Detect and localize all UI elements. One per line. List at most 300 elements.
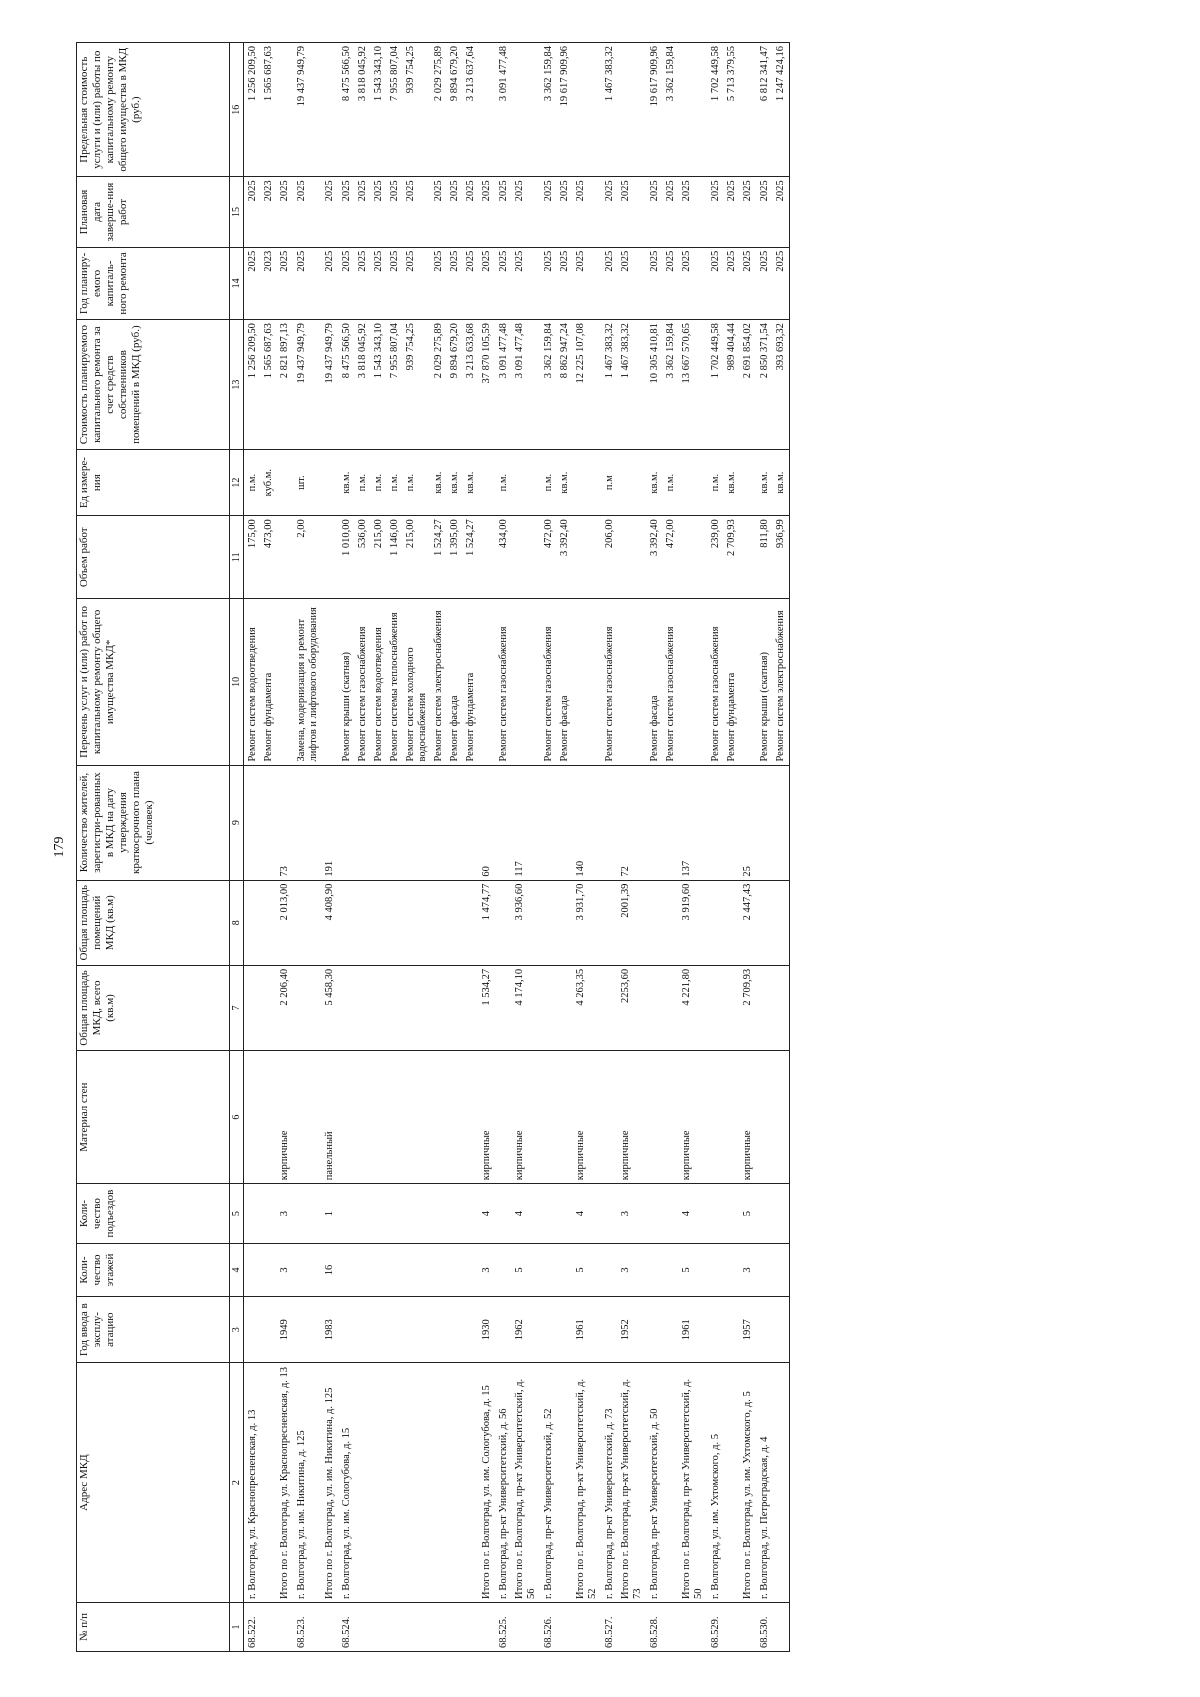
repair-year-cell: 2025 [740,247,756,319]
residents-cell [601,765,618,880]
wall-material-cell [724,1051,740,1184]
table-row [773,43,790,1652]
floors-cell: 5 [573,1243,601,1296]
work-type-cell: Ремонт систем газоснабжения [540,599,557,765]
floors-cell [773,1243,790,1296]
total-area-cell [371,965,387,1050]
limit-cost-cell [277,43,293,177]
completion-date-cell: 2025 [512,177,540,247]
column-header: Количество жителей, зарегистри-рованных в МКД на дату утверждения краткосрочного плана (человек) [77,765,230,880]
total-area-cell [724,965,740,1050]
year-cell [707,1297,724,1363]
floors-cell [403,1243,431,1296]
work-type-cell: Ремонт фундамента [261,599,277,765]
unit-cell: кв.м. [773,450,790,516]
table-row [403,43,431,1652]
volume-cell: 2,00 [293,516,322,599]
unit-cell: п.м. [371,450,387,516]
year-cell [557,1297,573,1363]
repair-year-cell: 2025 [540,247,557,319]
entrances-cell: 5 [740,1184,756,1244]
unit-cell [322,450,338,516]
repair-year-cell: 2023 [261,247,277,319]
residents-cell: 60 [479,765,495,880]
repair-year-cell: 2025 [463,247,479,319]
column-header: Год планиру-емого капиталь-ного ремонта [77,247,230,319]
address-cell [387,1363,403,1603]
row-number: 68.524. [338,1602,355,1651]
floors-cell [756,1243,773,1296]
year-cell [244,1297,262,1363]
wall-material-cell: кирпичные [277,1051,293,1184]
residents-cell: 191 [322,765,338,880]
address-cell [773,1363,790,1603]
column-header: Общая площадь МКД, всего (кв.м) [77,965,230,1050]
premises-area-cell: 3 931,70 [573,880,601,965]
table-row [447,43,463,1652]
residents-cell: 25 [740,765,756,880]
completion-date-cell: 2025 [540,177,557,247]
repair-year-cell: 2025 [679,247,707,319]
wall-material-cell [557,1051,573,1184]
column-number: 3 [230,1297,244,1363]
total-area-cell [557,965,573,1050]
limit-cost-cell: 3 362 159,84 [540,43,557,177]
table-row [679,43,707,1652]
completion-date-cell: 2025 [371,177,387,247]
completion-date-cell: 2025 [724,177,740,247]
column-header: Перечень услуг и (или) работ по капитальному ремонту общего имущества МКД* [77,599,230,765]
cost-cell: 19 437 949,79 [322,320,338,450]
volume-cell: 2 709,93 [724,516,740,599]
row-number [663,1602,679,1651]
address-cell: Итого по г. Волгоград, пр-кт Университетский, д. 50 [679,1363,707,1603]
residents-cell [293,765,322,880]
limit-cost-cell: 1 247 424,16 [773,43,790,177]
total-area-cell [338,965,355,1050]
cost-cell: 1 467 383,32 [618,320,646,450]
repair-year-cell: 2025 [371,247,387,319]
table-row [557,43,573,1652]
year-cell [403,1297,431,1363]
column-number: 1 [230,1602,244,1651]
entrances-cell [646,1184,663,1244]
repair-year-cell: 2025 [618,247,646,319]
year-cell [431,1297,447,1363]
unit-cell [618,450,646,516]
total-area-cell [495,965,512,1050]
address-cell [557,1363,573,1603]
repair-year-cell: 2025 [244,247,262,319]
wall-material-cell: кирпичные [573,1051,601,1184]
wall-material-cell [495,1051,512,1184]
volume-cell: 1 524,27 [463,516,479,599]
total-area-cell: 4 174,10 [512,965,540,1050]
row-number: 68.523. [293,1602,322,1651]
work-type-cell [512,599,540,765]
table-row [387,43,403,1652]
completion-date-cell: 2025 [293,177,322,247]
column-number: 7 [230,965,244,1050]
residents-cell: 140 [573,765,601,880]
work-type-cell: Ремонт фасада [557,599,573,765]
total-area-cell [244,965,262,1050]
floors-cell [371,1243,387,1296]
row-number: 68.525. [495,1602,512,1651]
cost-cell: 393 693,32 [773,320,790,450]
work-type-cell: Ремонт фундамента [724,599,740,765]
limit-cost-cell: 19 437 949,79 [293,43,322,177]
repair-plan-table [76,42,790,1652]
total-area-cell [387,965,403,1050]
total-area-cell [261,965,277,1050]
residents-cell [261,765,277,880]
entrances-cell [355,1184,371,1244]
row-number: 68.528. [646,1602,663,1651]
work-type-cell: Ремонт крыши (скатная) [338,599,355,765]
unit-cell [277,450,293,516]
cost-cell: 989 404,44 [724,320,740,450]
repair-year-cell: 2025 [663,247,679,319]
unit-cell: кв.м. [557,450,573,516]
wall-material-cell: панельный [322,1051,338,1184]
year-cell: 1949 [277,1297,293,1363]
limit-cost-cell: 1 467 383,32 [601,43,618,177]
floors-cell: 16 [322,1243,338,1296]
limit-cost-cell [322,43,338,177]
total-area-cell [431,965,447,1050]
entrances-cell [495,1184,512,1244]
residents-cell [707,765,724,880]
row-number [447,1602,463,1651]
column-number: 15 [230,177,244,247]
column-number: 5 [230,1184,244,1244]
table-row [740,43,756,1652]
column-header: Общая площадь помещений МКД (кв.м) [77,880,230,965]
address-cell: Итого по г. Волгоград, ул. им. Никитина, д. 125 [322,1363,338,1603]
entrances-cell: 4 [479,1184,495,1244]
address-cell: Итого по г. Волгоград, пр-кт Университетский, д. 56 [512,1363,540,1603]
residents-cell [646,765,663,880]
premises-area-cell [244,880,262,965]
rotated-page [50,42,1190,1652]
row-number [479,1602,495,1651]
unit-cell: п.м. [495,450,512,516]
residents-cell [463,765,479,880]
repair-year-cell: 2025 [573,247,601,319]
table-row [479,43,495,1652]
limit-cost-cell: 6 812 341,47 [756,43,773,177]
work-type-cell: Ремонт системы теплоснабжения [387,599,403,765]
premises-area-cell [338,880,355,965]
volume-cell: 3 392,40 [646,516,663,599]
premises-area-cell [447,880,463,965]
total-area-cell: 2253,60 [618,965,646,1050]
unit-cell: кв.м. [646,450,663,516]
completion-date-cell: 2025 [244,177,262,247]
cost-cell: 2 691 854,02 [740,320,756,450]
entrances-cell [431,1184,447,1244]
wall-material-cell [261,1051,277,1184]
address-cell [663,1363,679,1603]
row-number [371,1602,387,1651]
row-number [355,1602,371,1651]
entrances-cell [387,1184,403,1244]
column-number: 14 [230,247,244,319]
repair-year-cell: 2025 [387,247,403,319]
cost-cell: 37 870 105,59 [479,320,495,450]
wall-material-cell [431,1051,447,1184]
volume-cell [740,516,756,599]
entrances-cell [663,1184,679,1244]
residents-cell [387,765,403,880]
cost-cell: 3 213 633,68 [463,320,479,450]
row-number [261,1602,277,1651]
volume-cell: 472,00 [540,516,557,599]
table-row [512,43,540,1652]
residents-cell [557,765,573,880]
total-area-cell [293,965,322,1050]
row-number: 68.527. [601,1602,618,1651]
completion-date-cell: 2025 [479,177,495,247]
unit-cell: кв.м. [756,450,773,516]
row-number [679,1602,707,1651]
volume-cell: 175,00 [244,516,262,599]
limit-cost-cell: 19 617 909,96 [646,43,663,177]
limit-cost-cell: 8 475 566,50 [338,43,355,177]
column-number: 12 [230,450,244,516]
residents-cell [663,765,679,880]
repair-year-cell: 2025 [724,247,740,319]
limit-cost-cell: 3 818 045,92 [355,43,371,177]
entrances-cell [601,1184,618,1244]
wall-material-cell [447,1051,463,1184]
cost-cell: 3 091 477,48 [495,320,512,450]
address-cell [447,1363,463,1603]
address-cell: Итого по г. Волгоград, пр-кт Университетский, д. 52 [573,1363,601,1603]
residents-cell [431,765,447,880]
address-cell [463,1363,479,1603]
volume-cell [512,516,540,599]
volume-cell: 215,00 [371,516,387,599]
year-cell: 1930 [479,1297,495,1363]
premises-area-cell [540,880,557,965]
cost-cell: 9 894 679,20 [447,320,463,450]
total-area-cell [355,965,371,1050]
limit-cost-cell: 2 029 275,89 [431,43,447,177]
unit-cell: п.м [601,450,618,516]
floors-cell [387,1243,403,1296]
completion-date-cell: 2025 [646,177,663,247]
volume-cell: 1 395,00 [447,516,463,599]
year-cell [447,1297,463,1363]
residents-cell [403,765,431,880]
total-area-cell [663,965,679,1050]
table-row [355,43,371,1652]
volume-cell: 936,99 [773,516,790,599]
unit-cell: кв.м. [463,450,479,516]
residents-cell [447,765,463,880]
wall-material-cell: кирпичные [512,1051,540,1184]
floors-cell [431,1243,447,1296]
repair-year-cell: 2025 [355,247,371,319]
wall-material-cell: кирпичные [740,1051,756,1184]
entrances-cell [773,1184,790,1244]
work-type-cell: Ремонт систем холодного водоснабжения [403,599,431,765]
volume-cell: 473,00 [261,516,277,599]
residents-cell [773,765,790,880]
cost-cell: 2 821 897,13 [277,320,293,450]
entrances-cell [707,1184,724,1244]
unit-cell [740,450,756,516]
repair-year-cell: 2025 [557,247,573,319]
volume-cell [618,516,646,599]
wall-material-cell [663,1051,679,1184]
year-cell [540,1297,557,1363]
wall-material-cell [601,1051,618,1184]
floors-cell [261,1243,277,1296]
entrances-cell: 4 [512,1184,540,1244]
year-cell [756,1297,773,1363]
premises-area-cell [557,880,573,965]
table-row [618,43,646,1652]
header-row [77,43,230,1652]
premises-area-cell [773,880,790,965]
unit-cell: п.м. [707,450,724,516]
limit-cost-cell [512,43,540,177]
row-number [512,1602,540,1651]
total-area-cell: 2 709,93 [740,965,756,1050]
column-number: 2 [230,1363,244,1603]
total-area-cell [403,965,431,1050]
volume-cell: 239,00 [707,516,724,599]
year-cell: 1983 [322,1297,338,1363]
table-row [495,43,512,1652]
table-row [540,43,557,1652]
wall-material-cell [463,1051,479,1184]
completion-date-cell: 2025 [355,177,371,247]
work-type-cell: Замена, модернизация и ремонт лифтов и лифтового оборудования [293,599,322,765]
column-header: Объем работ [77,516,230,599]
total-area-cell: 5 458,30 [322,965,338,1050]
row-number [618,1602,646,1651]
address-cell: г. Волгоград, пр-кт Университетский, д. 73 [601,1363,618,1603]
row-number [724,1602,740,1651]
year-cell: 1957 [740,1297,756,1363]
row-number [773,1602,790,1651]
column-header: Материал стен [77,1051,230,1184]
residents-cell: 72 [618,765,646,880]
table-row [338,43,355,1652]
row-number [573,1602,601,1651]
floors-cell [724,1243,740,1296]
repair-year-cell: 2025 [773,247,790,319]
premises-area-cell [601,880,618,965]
premises-area-cell [387,880,403,965]
floors-cell [495,1243,512,1296]
unit-cell: кв.м. [447,450,463,516]
table-row [322,43,338,1652]
address-cell: г. Волгоград, пр-кт Университетский, д. 50 [646,1363,663,1603]
completion-date-cell: 2025 [431,177,447,247]
year-cell: 1962 [512,1297,540,1363]
year-cell [463,1297,479,1363]
row-number [277,1602,293,1651]
table-row [573,43,601,1652]
cost-cell: 3 818 045,92 [355,320,371,450]
wall-material-cell [403,1051,431,1184]
completion-date-cell: 2025 [277,177,293,247]
year-cell [293,1297,322,1363]
residents-cell: 73 [277,765,293,880]
wall-material-cell [646,1051,663,1184]
volume-cell [679,516,707,599]
address-cell: г. Волгоград, ул. Петроградская, д. 4 [756,1363,773,1603]
cost-cell: 3 362 159,84 [540,320,557,450]
repair-year-cell: 2025 [322,247,338,319]
work-type-cell [573,599,601,765]
total-area-cell [773,965,790,1050]
row-number: 68.526. [540,1602,557,1651]
table-row [646,43,663,1652]
work-type-cell: Ремонт систем газоснабжения [601,599,618,765]
table-row [293,43,322,1652]
address-cell [261,1363,277,1603]
entrances-cell: 3 [618,1184,646,1244]
wall-material-cell [338,1051,355,1184]
wall-material-cell [707,1051,724,1184]
address-cell: Итого по г. Волгоград, ул. им. Ухтомского, д. 5 [740,1363,756,1603]
work-type-cell [679,599,707,765]
volume-cell: 3 392,40 [557,516,573,599]
total-area-cell [707,965,724,1050]
cost-cell: 939 754,25 [403,320,431,450]
entrances-cell: 3 [277,1184,293,1244]
work-type-cell: Ремонт систем газоснабжения [707,599,724,765]
completion-date-cell: 2025 [618,177,646,247]
repair-year-cell: 2025 [431,247,447,319]
address-cell: г. Волгоград, ул. им. Сологубова, д. 15 [338,1363,355,1603]
entrances-cell [371,1184,387,1244]
premises-area-cell [463,880,479,965]
total-area-cell [646,965,663,1050]
completion-date-cell: 2025 [447,177,463,247]
premises-area-cell [646,880,663,965]
row-number [740,1602,756,1651]
year-cell [663,1297,679,1363]
unit-cell: п.м. [663,450,679,516]
entrances-cell: 4 [679,1184,707,1244]
unit-cell: п.м. [387,450,403,516]
year-cell [338,1297,355,1363]
total-area-cell [447,965,463,1050]
volume-cell: 206,00 [601,516,618,599]
total-area-cell: 4 263,35 [573,965,601,1050]
cost-cell: 12 225 107,08 [573,320,601,450]
cost-cell: 10 305 410,81 [646,320,663,450]
wall-material-cell: кирпичные [618,1051,646,1184]
floors-cell [707,1243,724,1296]
completion-date-cell: 2025 [322,177,338,247]
floors-cell: 3 [740,1243,756,1296]
premises-area-cell: 3 919,60 [679,880,707,965]
row-number [557,1602,573,1651]
cost-cell: 2 029 275,89 [431,320,447,450]
residents-cell: 137 [679,765,707,880]
floors-cell [355,1243,371,1296]
total-area-cell: 4 221,80 [679,965,707,1050]
year-cell [724,1297,740,1363]
